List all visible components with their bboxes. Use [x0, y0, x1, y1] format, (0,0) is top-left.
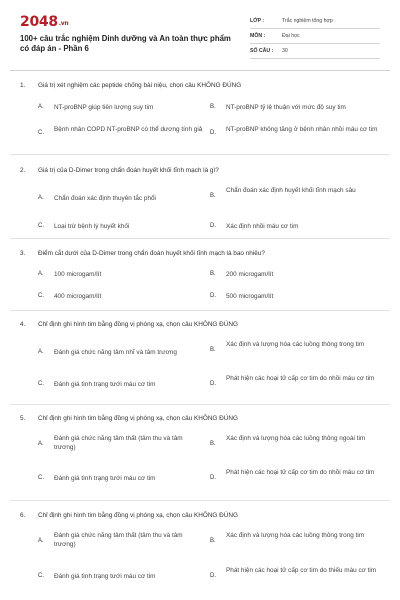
meta-row-class [250, 14, 380, 29]
meta-value: Đại học [282, 33, 300, 39]
question-text [20, 166, 390, 175]
meta-value: 30 [282, 48, 288, 54]
meta-value: Trắc nghiệm tổng hợp [282, 18, 333, 24]
question-text [20, 414, 390, 423]
question-divider [10, 154, 390, 155]
question-prompt: Chỉ định ghi hình tim bằng đồng vị phóng xạ, chọn câu KHÔNG ĐÚNG [38, 321, 238, 328]
option-text: Phát hiện các hoại tử cấp cơ tim do nhồi máu cơ tim [226, 469, 375, 476]
question-divider [10, 310, 390, 311]
option-text: Chẩn đoán xác định thuyên tắc phổi [54, 195, 156, 202]
option-text: Đánh giá chức năng tâm thất (tâm thu và tâm trương) [54, 532, 183, 548]
option-text: Xác định nhồi máu cơ tim [226, 223, 299, 230]
option-text: 200 microgam/lít [226, 271, 274, 278]
header-divider [10, 70, 390, 71]
question-divider [10, 238, 390, 239]
option-letter: A. [38, 195, 44, 201]
option-letter: D. [210, 573, 216, 579]
option-letter: A. [38, 538, 44, 544]
option-letter: B. [210, 193, 216, 199]
question-number: 1. [20, 82, 26, 89]
option-text: 400 microgam/lít [54, 293, 102, 300]
logo-text: 2048 [20, 14, 58, 30]
question-number: 5. [20, 415, 26, 422]
question-number: 2. [20, 167, 26, 174]
option-letter: C. [38, 293, 44, 299]
option-text: Đánh giá chức năng tâm nhĩ và tâm trương [54, 349, 177, 356]
option-text: Chẩn đoán xác định huyết khối tĩnh mạch sâu [226, 187, 356, 194]
question-prompt: Chỉ định ghi hình tim bằng đồng vị phóng xạ, chọn câu KHÔNG ĐÚNG [38, 512, 238, 519]
option-letter: C. [38, 381, 44, 387]
meta-label: LỚP : [250, 18, 265, 24]
option-text: Phát hiện các hoại tử cấp cơ tim do nhồi máu cơ tim [226, 375, 375, 382]
option-text: Loại trừ bệnh lý huyết khối [54, 223, 130, 230]
option-text: 500 microgam/lít [226, 293, 274, 300]
question-divider [10, 404, 390, 405]
option-text: 100 microgam/lít [54, 271, 102, 278]
question-prompt: Chỉ định ghi hình tim bằng đồng vị phóng xạ, chọn câu KHÔNG ĐÚNG [38, 415, 238, 422]
option-letter: A. [38, 271, 44, 277]
document-header [0, 0, 400, 64]
option-letter: B. [210, 271, 216, 277]
site-logo[interactable] [20, 14, 68, 30]
question-prompt: Giá trị xét nghiệm các peptide chống bài niệu, chọn câu KHÔNG ĐÚNG [38, 82, 242, 89]
meta-row-subject [250, 29, 380, 44]
option-letter: B. [210, 538, 216, 544]
option-letter: A. [38, 104, 44, 110]
option-text: NT-proBNP giúp tiên lượng suy tim [54, 104, 154, 111]
option-letter: D. [210, 293, 216, 299]
meta-row-count [250, 44, 380, 59]
question-text [20, 249, 390, 258]
option-letter: D. [210, 130, 216, 136]
option-text: NT-proBNP tỷ lệ thuận với mức độ suy tim [226, 104, 346, 111]
meta-label: MÔN : [250, 33, 266, 39]
option-text: Đánh giá tình trạng tưới máu cơ tim [54, 475, 156, 482]
question-number: 6. [20, 512, 26, 519]
option-text: Đánh giá tình trạng tưới máu cơ tim [54, 573, 156, 580]
question-prompt: Điểm cắt dưới của D-Dimer trong chẩn đoán huyết khối tĩnh mạch là bao nhiêu? [38, 250, 265, 257]
option-letter: B. [210, 104, 216, 110]
option-letter: C. [38, 573, 44, 579]
option-text: Đánh giá tình trạng tưới máu cơ tim [54, 381, 156, 388]
question-prompt: Giá trị của D-Dimer trong chẩn đoán huyết khối tĩnh mạch là gì? [38, 167, 219, 174]
option-letter: D. [210, 223, 216, 229]
option-letter: C. [38, 223, 44, 229]
option-letter: D. [210, 381, 216, 387]
option-letter: A. [38, 349, 44, 355]
option-text: Đánh giá chức năng tâm thất (tâm thu và tâm trương) [54, 435, 183, 451]
question-number: 4. [20, 321, 26, 328]
option-text: NT-proBNP không tăng ở bệnh nhân nhồi máu cơ tim [226, 126, 378, 133]
document-title: 100+ câu trắc nghiệm Dinh dưỡng và An toàn thực phẩm có đáp án - Phần 6 [20, 34, 231, 53]
meta-table [250, 14, 380, 59]
option-text: Xác định và lượng hóa các luồng thông trong tim [226, 532, 365, 539]
question-text [20, 81, 390, 90]
question-divider [10, 500, 390, 501]
option-letter: A. [38, 441, 44, 447]
option-letter: D. [210, 475, 216, 481]
option-text: Bệnh nhân COPD NT-proBNP có thể dương tính giả [54, 126, 203, 133]
question-text [20, 320, 390, 329]
option-letter: B. [210, 347, 216, 353]
option-letter: B. [210, 441, 216, 447]
question-text [20, 511, 390, 520]
option-text: Xác định và lượng hóa các luồng thông trong tim [226, 341, 365, 348]
option-text: Xác định và lượng hóa các luồng thông ngoài tim [226, 435, 366, 442]
logo-tld: .vn [58, 20, 69, 27]
option-letter: C. [38, 130, 44, 136]
option-text: Phát hiện các hoại tử cấp cơ tim do thiếu máu cơ tim [226, 567, 377, 574]
option-letter: C. [38, 475, 44, 481]
question-number: 3. [20, 250, 26, 257]
meta-label: SỐ CÂU : [250, 48, 274, 54]
